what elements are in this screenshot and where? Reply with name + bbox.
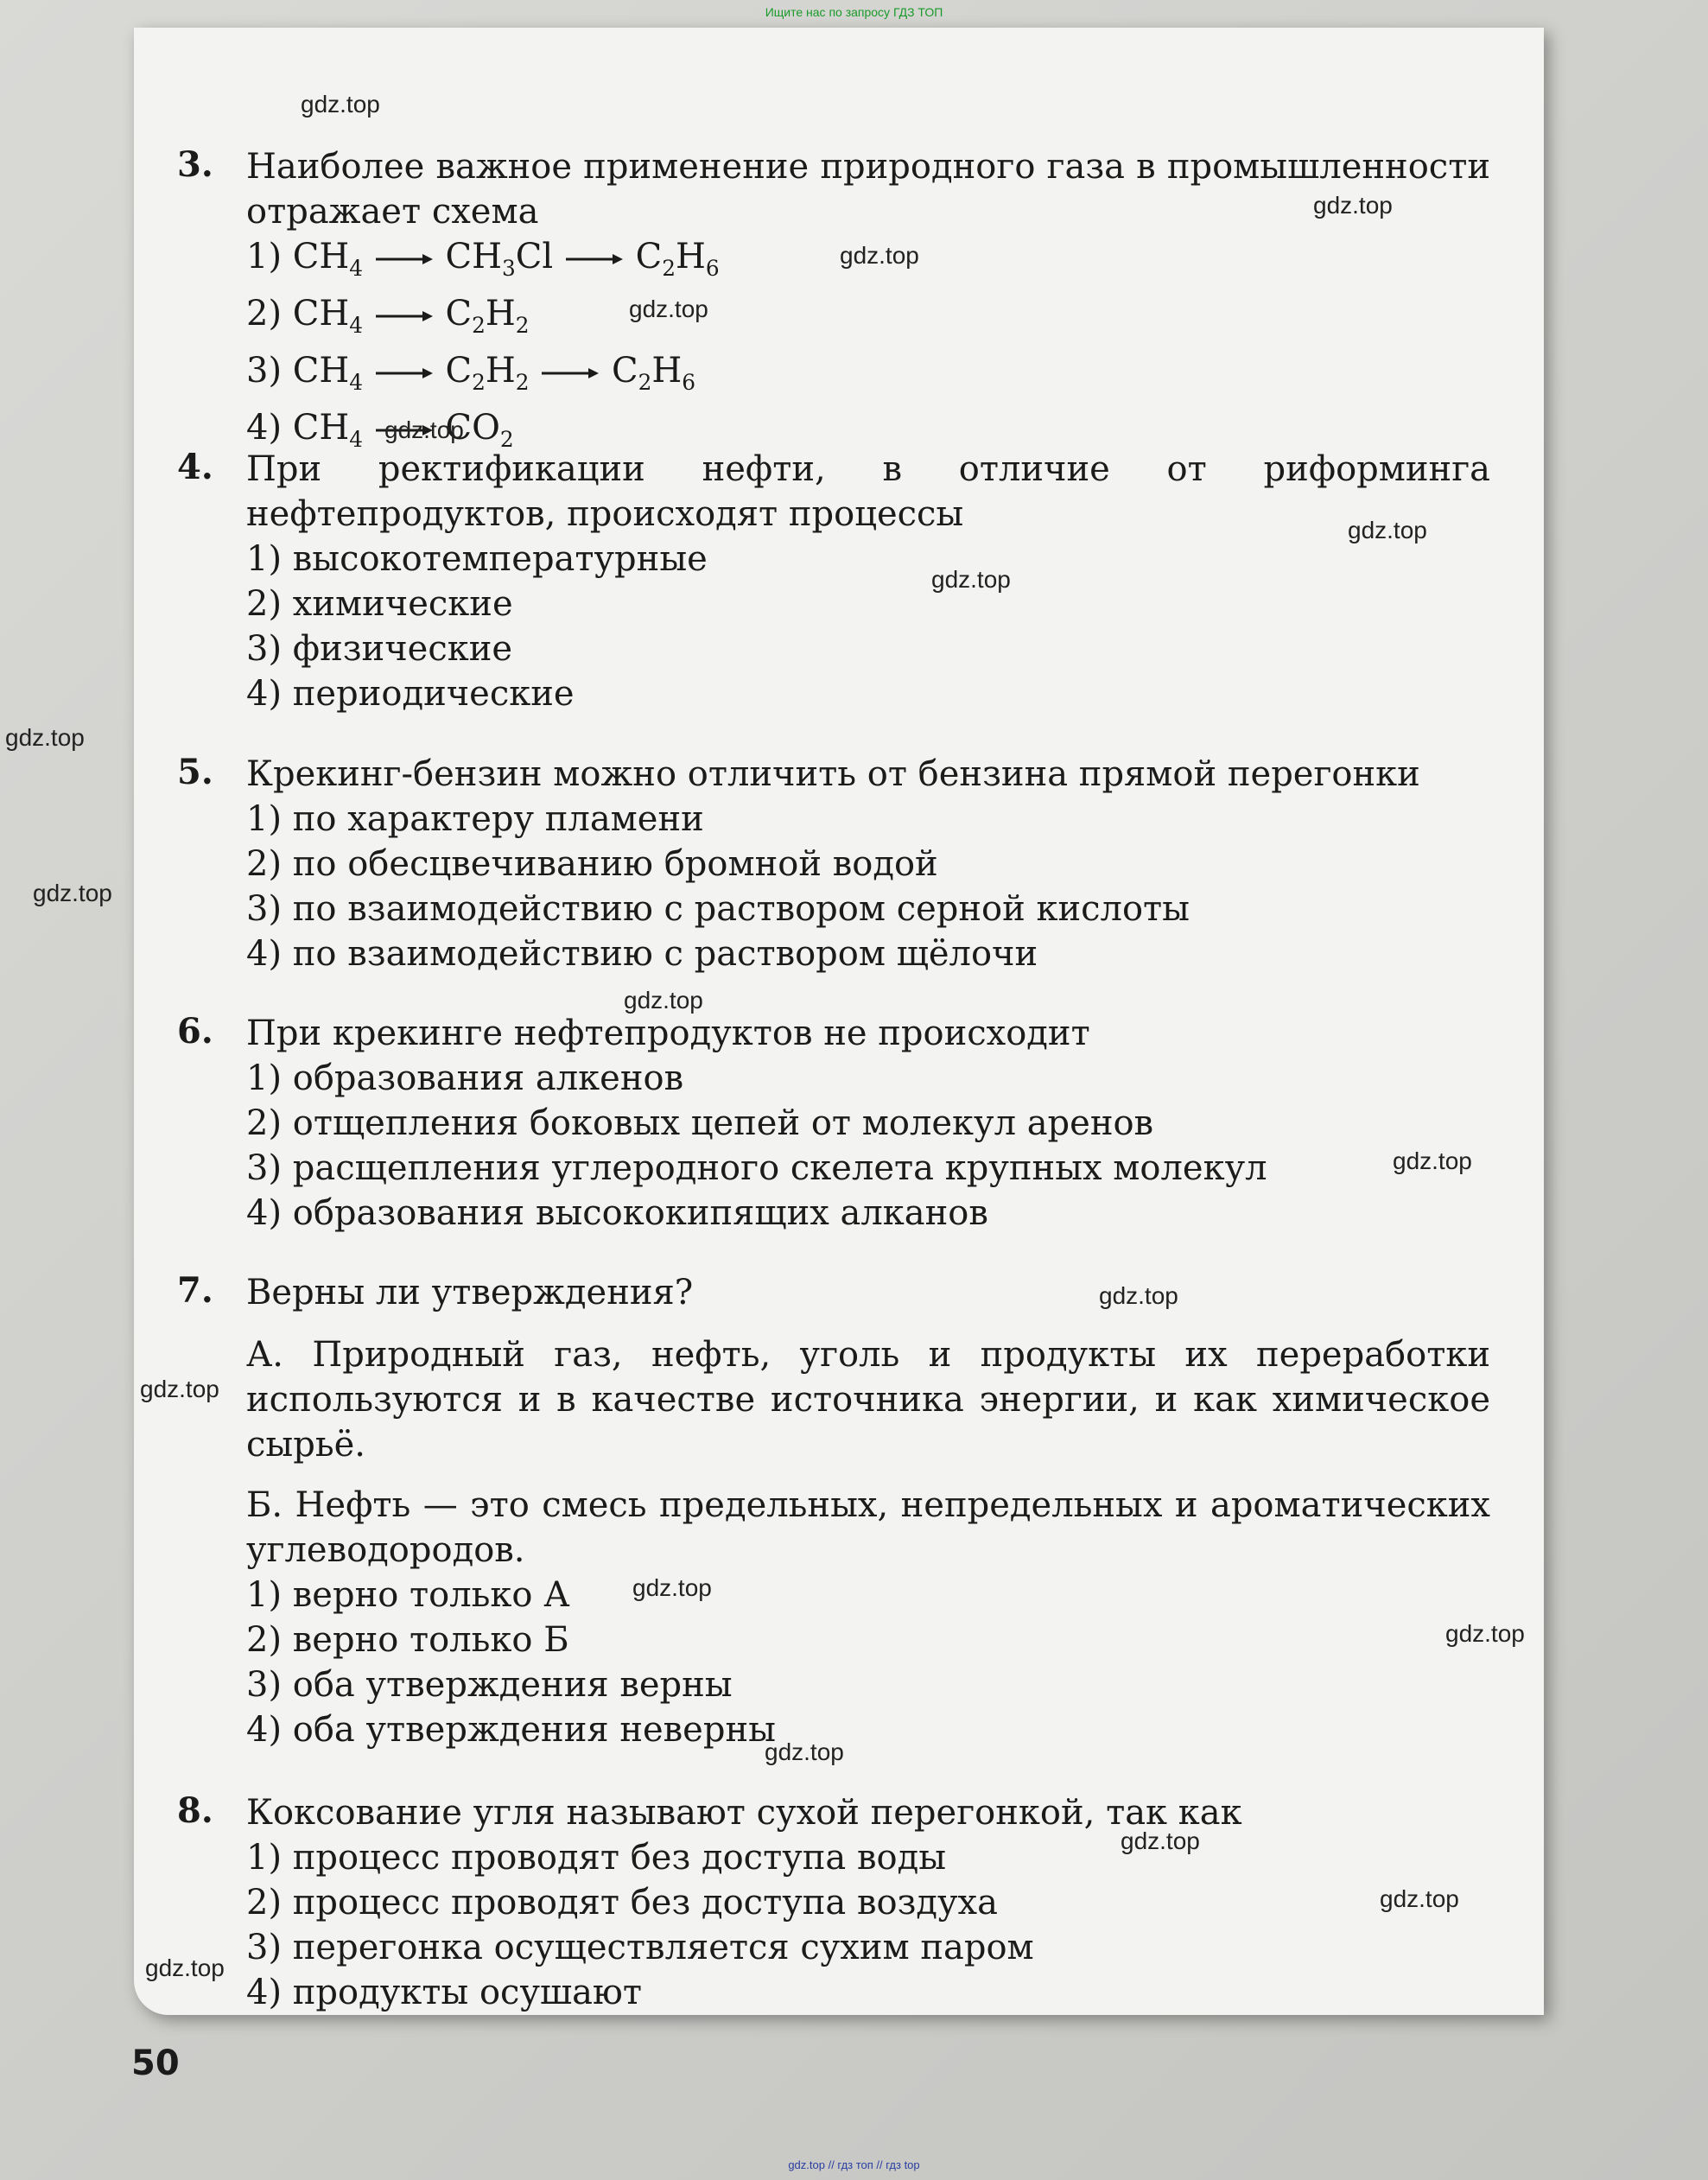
question-text: При крекинге нефтепродуктов не происходит: [246, 1014, 1090, 1053]
option: 3) по взаимодействию с раствором серной кислоты: [246, 889, 1191, 929]
options-list: [246, 1056, 1490, 1236]
question-3: [177, 144, 1490, 462]
option-formula: 2) $CH_4$ $C_2H_2$: [246, 294, 530, 338]
option: 4) продукты осушают: [246, 1973, 642, 2012]
watermark: gdz.top: [840, 242, 919, 269]
page-content: [134, 28, 1544, 2015]
option: 2) отщепления боковых цепей от молекул аренов: [246, 1103, 1154, 1143]
statement-a: А. Природный газ, нефть, уголь и продукты их переработки используются и в качестве источника энергии, и как химическое сырьё.: [246, 1335, 1490, 1465]
watermark: gdz.top: [632, 1574, 712, 1601]
watermark: gdz.top: [1099, 1282, 1178, 1309]
options-list: [246, 1835, 1490, 2015]
top-banner: Ищите нас по запросу ГДЗ ТОП: [765, 5, 943, 19]
arrow-right-icon: [564, 251, 625, 268]
question-6: [177, 1011, 1490, 1236]
watermark: gdz.top: [5, 724, 85, 751]
option: 3) оба утверждения верны: [246, 1665, 733, 1705]
question-text: Наиболее важное применение природного газа в промышленности отражает схема: [246, 147, 1490, 232]
statement-b: Б. Нефть — это смесь предельных, непредельных и ароматических углеводородов.: [246, 1485, 1490, 1570]
watermark: gdz.top: [1393, 1147, 1472, 1174]
option: 1) образования алкенов: [246, 1058, 684, 1098]
option: 4) оба утверждения неверны: [246, 1710, 776, 1750]
question-text: При ректификации нефти, в отличие от риформинга нефтепродуктов, происходят процессы: [246, 449, 1490, 534]
watermark: gdz.top: [1380, 1885, 1459, 1912]
option: 1) высокотемпературные: [246, 539, 708, 579]
question-4: [177, 447, 1490, 716]
question-number: 6.: [177, 1011, 213, 1052]
page-number: 50: [131, 2043, 180, 2083]
watermark: gdz.top: [145, 1954, 225, 1981]
options-list: [246, 537, 1490, 716]
question-7: [177, 1270, 1490, 1752]
question-number: 7.: [177, 1270, 213, 1311]
option-formula: 3) $CH_4$ $C_2H_2$ $C_2H_6$: [246, 351, 696, 395]
option-formula: 4) $CH_4$ $CO_2$: [246, 408, 514, 452]
question-number: 3.: [177, 144, 213, 185]
options-list: [246, 1573, 1490, 1752]
watermark: gdz.top: [931, 566, 1011, 593]
question-number: 5.: [177, 752, 213, 792]
question-number: 8.: [177, 1790, 213, 1831]
option: 2) химические: [246, 584, 513, 624]
watermark: gdz.top: [1348, 517, 1427, 543]
watermark: gdz.top: [384, 416, 464, 443]
option: 3) физические: [246, 629, 513, 669]
option: 2) процесс проводят без доступа воздуха: [246, 1883, 998, 1923]
watermark: gdz.top: [1121, 1827, 1200, 1854]
option: 2) по обесцвечиванию бромной водой: [246, 844, 938, 884]
arrow-right-icon: [374, 251, 435, 268]
watermark: gdz.top: [33, 880, 112, 906]
options-list: [246, 797, 1490, 976]
watermark: gdz.top: [624, 987, 703, 1014]
option-formula: 1) $CH_4$ $CH_3Cl$ $C_2H_6$: [246, 237, 720, 281]
watermark: gdz.top: [765, 1738, 844, 1765]
question-text: Коксование угля называют сухой перегонкой, так как: [246, 1793, 1242, 1833]
question-number: 4.: [177, 447, 213, 487]
option: 1) по характеру пламени: [246, 799, 704, 839]
arrow-right-icon: [374, 308, 435, 325]
option: 1) процесс проводят без доступа воды: [246, 1838, 947, 1878]
arrow-right-icon: [374, 365, 435, 382]
watermark: gdz.top: [629, 296, 708, 322]
question-8: [177, 1790, 1490, 2015]
watermark: gdz.top: [1313, 192, 1393, 219]
watermark: gdz.top: [140, 1376, 219, 1402]
option: 3) перегонка осуществляется сухим паром: [246, 1928, 1034, 1967]
question-text: Крекинг-бензин можно отличить от бензина прямой перегонки: [246, 754, 1420, 794]
option: 2) верно только Б: [246, 1620, 569, 1660]
watermark: gdz.top: [1445, 1620, 1525, 1647]
book-page: [134, 28, 1544, 2015]
option: 4) образования высококипящих алканов: [246, 1193, 988, 1233]
bottom-banner: gdz.top // гдз топ // гдз top: [788, 2158, 920, 2171]
arrow-right-icon: [540, 365, 600, 382]
option: 1) верно только А: [246, 1575, 570, 1615]
option: 4) периодические: [246, 674, 575, 714]
option: 4) по взаимодействию с раствором щёлочи: [246, 934, 1038, 974]
option: 3) расщепления углеродного скелета крупных молекул: [246, 1148, 1267, 1188]
question-text: Верны ли утверждения?: [246, 1273, 694, 1312]
question-5: [177, 752, 1490, 976]
watermark: gdz.top: [301, 91, 380, 118]
